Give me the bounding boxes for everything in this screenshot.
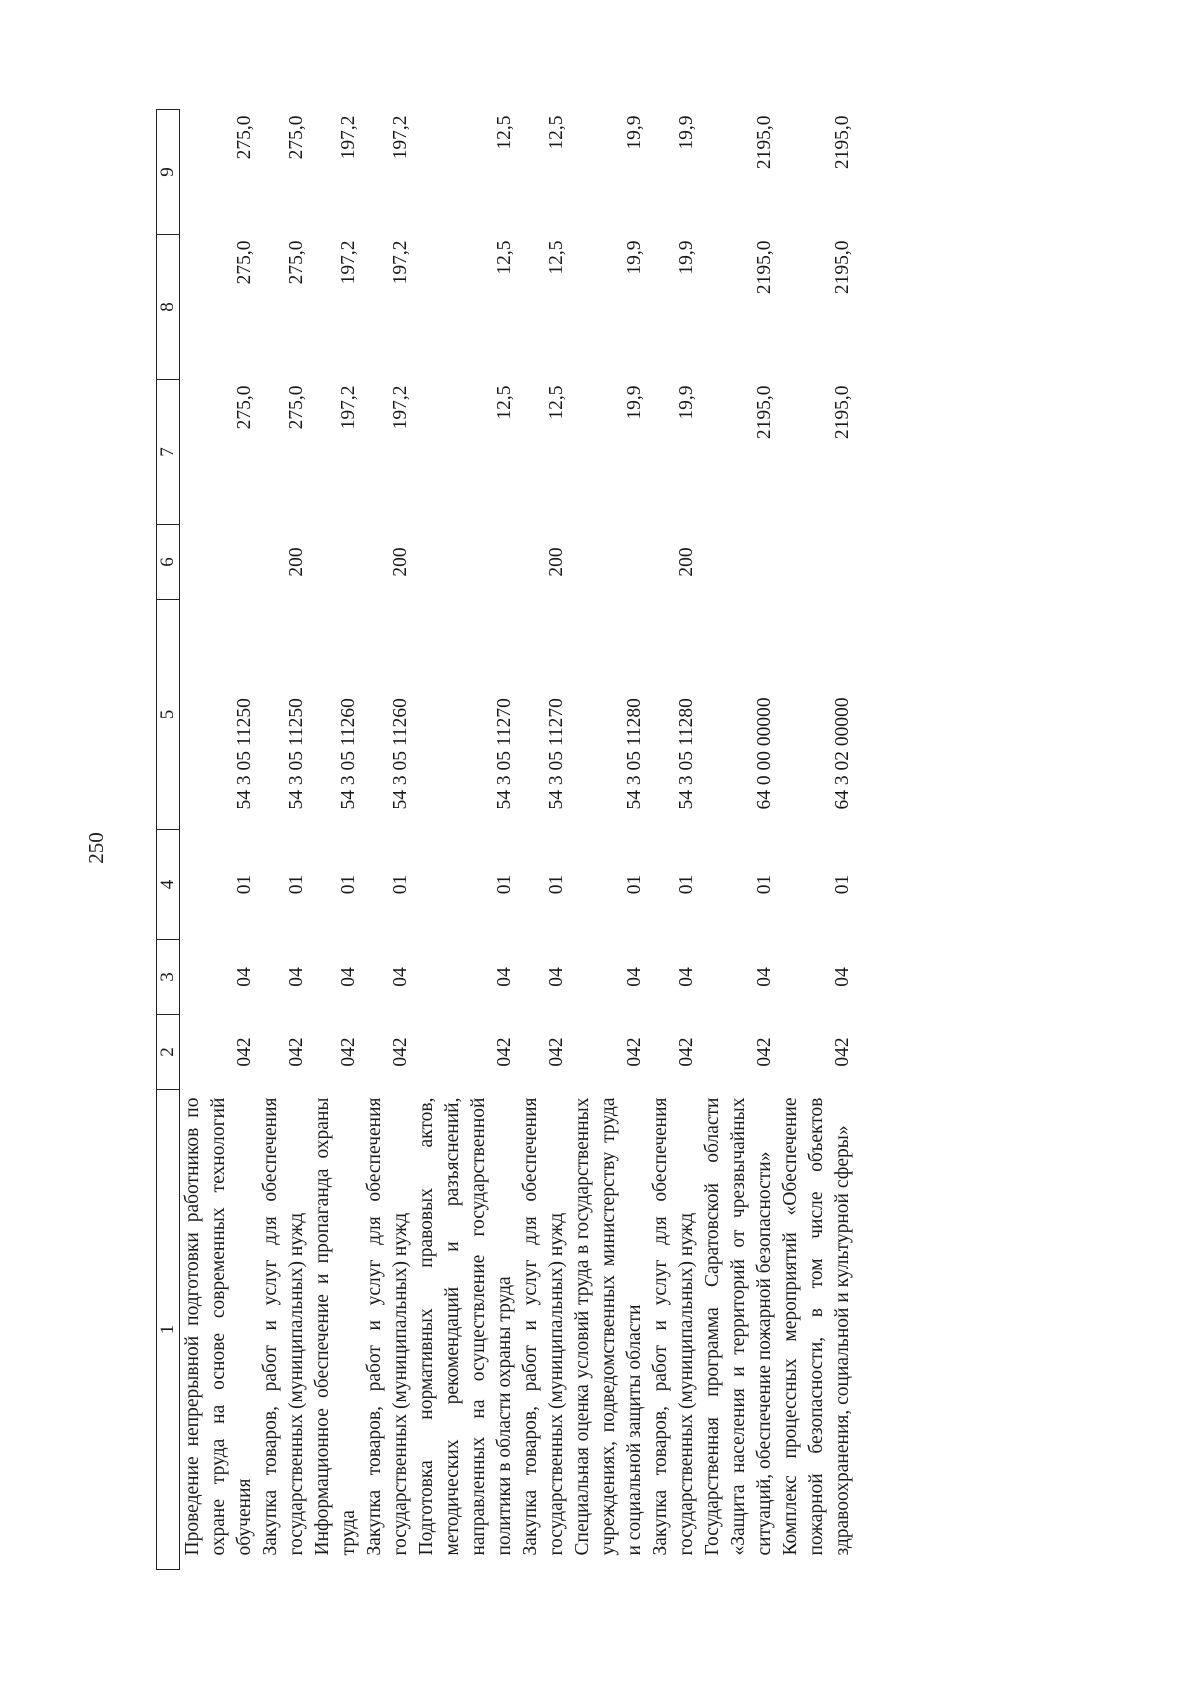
row-expense-type [310, 525, 362, 600]
row-admin-code: 042 [546, 1037, 567, 1067]
table-row [258, 110, 310, 1570]
row-name: Информационное обеспечение и пропаганда охраны труда [312, 1097, 359, 1556]
row-admin-code: 042 [494, 1037, 515, 1067]
row-subsection: 01 [624, 874, 645, 895]
row-amount-year-1: 12,5 [494, 385, 515, 420]
row-target-article: 54 3 05 11260 [338, 698, 359, 810]
row-expense-type [414, 525, 518, 600]
row-subsection: 01 [494, 874, 515, 895]
row-target-article: 54 3 05 11270 [546, 698, 567, 810]
row-amount-year-2: 19,9 [624, 240, 645, 275]
table-row [778, 110, 856, 1570]
row-admin-code: 042 [286, 1037, 307, 1067]
row-expense-type: 200 [390, 547, 411, 577]
row-subsection: 01 [234, 874, 255, 895]
row-admin-code: 042 [390, 1037, 411, 1067]
row-section: 04 [390, 967, 411, 987]
row-amount-year-1: 275,0 [234, 385, 255, 430]
row-amount-year-2: 275,0 [234, 240, 255, 285]
row-section: 04 [234, 967, 255, 987]
budget-table [156, 109, 856, 1570]
header-col-6: 6 [157, 525, 180, 600]
row-subsection: 01 [390, 874, 411, 895]
header-col-3: 3 [157, 940, 180, 1015]
table-row [570, 110, 648, 1570]
row-expense-type [180, 525, 259, 600]
table-row [310, 110, 362, 1570]
row-subsection: 01 [338, 874, 359, 895]
row-amount-year-2: 12,5 [546, 240, 567, 275]
row-amount-year-1: 19,9 [624, 385, 645, 420]
row-amount-year-3: 12,5 [494, 115, 515, 150]
row-amount-year-2: 19,9 [676, 240, 697, 275]
header-row [157, 110, 180, 1570]
row-amount-year-1: 2195,0 [754, 385, 775, 440]
row-target-article: 54 3 05 11280 [624, 698, 645, 810]
page-number: 250 [84, 832, 108, 864]
row-target-article: 64 0 00 00000 [754, 697, 775, 810]
table-row [700, 110, 778, 1570]
row-section: 04 [624, 967, 645, 987]
header-col-5: 5 [157, 600, 180, 830]
row-name: Закупка товаров, работ и услуг для обеспечения государственных (муниципальных) нужд [650, 1097, 697, 1556]
row-name: Закупка товаров, работ и услуг для обеспечения государственных (муниципальных) нужд [260, 1097, 307, 1556]
row-name: Проведение непрерывной подготовки работников по охране труда на основе современных технологий обучения [182, 1097, 255, 1556]
row-admin-code: 042 [338, 1037, 359, 1067]
row-section: 04 [286, 967, 307, 987]
row-amount-year-2: 12,5 [494, 240, 515, 275]
row-expense-type: 200 [286, 547, 307, 577]
row-section: 04 [494, 967, 515, 987]
row-expense-type: 200 [546, 547, 567, 577]
header-col-4: 4 [157, 830, 180, 940]
row-amount-year-1: 2195,0 [832, 385, 853, 440]
row-name: Государственная программа Саратовской области «Защита населения и территорий от чрезвычайных ситуаций, обеспечение пожарной безопасности» [702, 1097, 775, 1556]
row-amount-year-2: 275,0 [286, 240, 307, 285]
row-amount-year-3: 12,5 [546, 115, 567, 150]
row-section: 04 [546, 967, 567, 987]
table-row [414, 110, 518, 1570]
row-target-article: 64 3 02 00000 [832, 697, 853, 810]
header-col-7: 7 [157, 380, 180, 525]
row-name: Специальная оценка условий труда в государственных учреждениях, подведомственных министерству труда и социальной защиты области [572, 1097, 645, 1556]
row-section: 04 [832, 967, 853, 987]
header-col-8: 8 [157, 235, 180, 380]
row-expense-type [700, 525, 778, 600]
table-row [518, 110, 570, 1570]
row-name: Комплекс процессных мероприятий «Обеспечение пожарной безопасности, в том числе объектов здравоохранения, социальной и культурной сферы» [780, 1097, 853, 1556]
row-name: Закупка товаров, работ и услуг для обеспечения государственных (муниципальных) нужд [364, 1097, 411, 1556]
row-amount-year-1: 197,2 [338, 385, 359, 430]
row-amount-year-1: 275,0 [286, 385, 307, 430]
row-target-article: 54 3 05 11280 [676, 698, 697, 810]
header-col-2: 2 [157, 1015, 180, 1090]
row-subsection: 01 [286, 874, 307, 895]
row-target-article: 54 3 05 11250 [234, 698, 255, 810]
row-target-article: 54 3 05 11250 [286, 698, 307, 810]
row-amount-year-2: 197,2 [338, 240, 359, 285]
header-col-9: 9 [157, 110, 180, 235]
row-amount-year-2: 2195,0 [754, 240, 775, 295]
row-target-article: 54 3 05 11260 [390, 698, 411, 810]
row-amount-year-1: 197,2 [390, 385, 411, 430]
row-amount-year-3: 2195,0 [754, 115, 775, 170]
row-section: 04 [754, 967, 775, 987]
row-subsection: 01 [676, 874, 697, 895]
rotated-table-container [156, 110, 1036, 1570]
row-admin-code: 042 [832, 1037, 853, 1067]
row-name: Закупка товаров, работ и услуг для обеспечения государственных (муниципальных) нужд [520, 1097, 567, 1556]
row-section: 04 [676, 967, 697, 987]
table-body [180, 110, 857, 1570]
row-subsection: 01 [832, 874, 853, 895]
row-section: 04 [338, 967, 359, 987]
row-amount-year-3: 2195,0 [832, 115, 853, 170]
table-row [648, 110, 700, 1570]
row-admin-code: 042 [754, 1037, 775, 1067]
row-amount-year-3: 19,9 [624, 115, 645, 150]
row-amount-year-3: 197,2 [390, 115, 411, 160]
row-expense-type [570, 525, 648, 600]
row-amount-year-1: 12,5 [546, 385, 567, 420]
row-amount-year-3: 275,0 [286, 115, 307, 160]
row-subsection: 01 [754, 874, 775, 895]
row-amount-year-1: 19,9 [676, 385, 697, 420]
row-admin-code: 042 [234, 1037, 255, 1067]
row-target-article: 54 3 05 11270 [494, 698, 515, 810]
row-amount-year-3: 197,2 [338, 115, 359, 160]
row-amount-year-2: 197,2 [390, 240, 411, 285]
row-expense-type [778, 525, 856, 600]
row-admin-code: 042 [676, 1037, 697, 1067]
row-name: Подготовка нормативных правовых актов, методических рекомендаций и разъяснений, направленных на осуществление государственной политики в области охраны труда [416, 1097, 515, 1556]
row-expense-type: 200 [676, 547, 697, 577]
row-amount-year-3: 19,9 [676, 115, 697, 150]
header-col-1: 1 [157, 1090, 180, 1570]
row-subsection: 01 [546, 874, 567, 895]
table-row [362, 110, 414, 1570]
row-amount-year-2: 2195,0 [832, 240, 853, 295]
table-row [180, 110, 259, 1570]
row-admin-code: 042 [624, 1037, 645, 1067]
row-amount-year-3: 275,0 [234, 115, 255, 160]
